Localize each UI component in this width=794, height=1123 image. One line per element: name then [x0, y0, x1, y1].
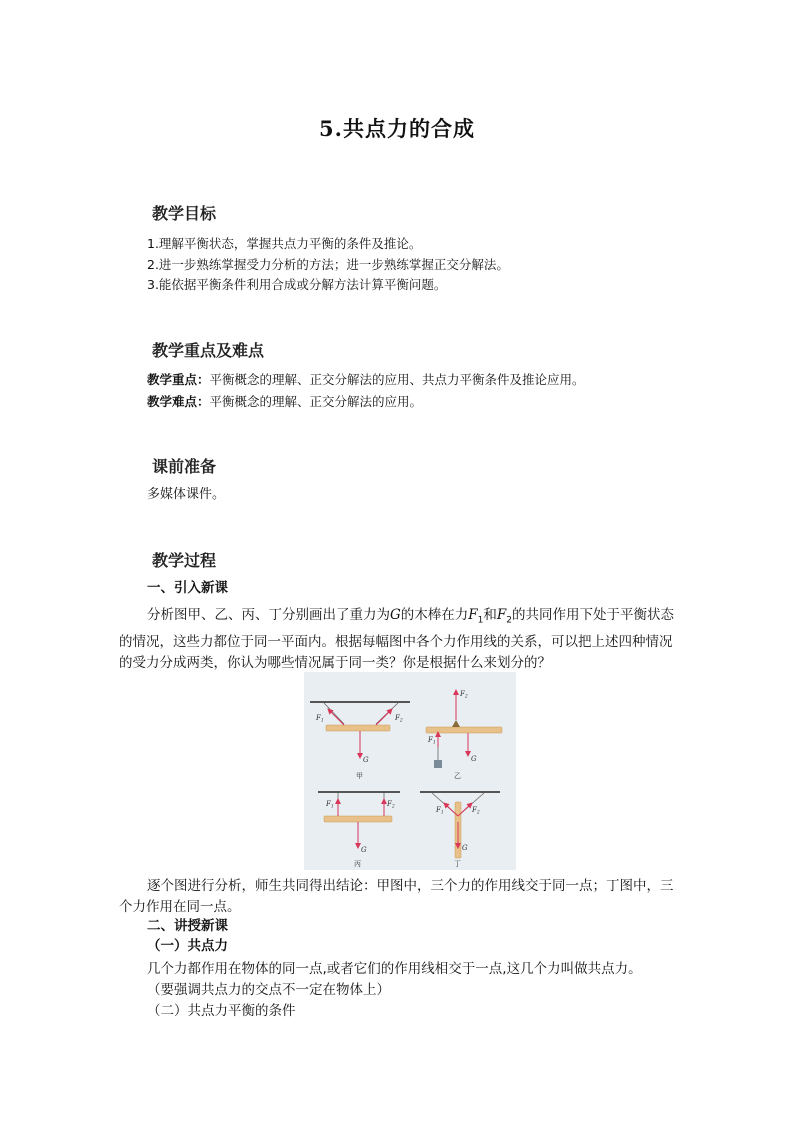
sub1-text: 几个力都作用在物体的同一点,或者它们的作用线相交于一点,这几个力叫做共点力。: [147, 961, 642, 977]
sub1-note: （要强调共点力的交点不一定在物体上）: [147, 982, 390, 998]
bing-label-f1: $F_1$: [326, 800, 334, 810]
yi-label-f2: $F_2$: [460, 690, 468, 700]
section-heading-key-points: 教学重点及难点: [152, 341, 265, 360]
jia-string-left: [324, 703, 344, 724]
objective-item-1: 1.理解平衡状态，掌握共点力平衡的条件及推论。: [147, 236, 422, 251]
var-f2: F: [496, 607, 507, 623]
key-focus-label: 教学重点：: [147, 372, 210, 387]
ding-caption: 丁: [454, 860, 461, 868]
jia-label-f1: $F_1$: [316, 714, 324, 724]
key-difficulty-text: 平衡概念的理解、正交分解法的应用。: [209, 394, 423, 409]
bing-caption: 丙: [354, 860, 361, 868]
diagram-bing: [318, 792, 400, 868]
jia-caption: 甲: [356, 772, 363, 780]
ding-label-f2: $F_2$: [472, 806, 480, 816]
sub2-heading: （二）共点力平衡的条件: [147, 1003, 296, 1019]
intro-paragraph: [119, 605, 674, 674]
ding-label-g: G: [462, 844, 468, 852]
intro-text-d: 的共同作用下处于平衡状态的情况，这些力都位于同一平面内。根据每幅图中各个力作用线的关系，可以把上述四种情况的受力分成两类，你认为哪些情况属于同一类？你是根据什么来划分的？: [119, 607, 675, 671]
force-diagram-figure: [304, 672, 516, 870]
diagram-yi: [426, 690, 502, 780]
section-heading-process: 教学过程: [152, 551, 217, 570]
key-difficulty-line: [147, 392, 422, 411]
sub-2: 2: [506, 615, 513, 626]
objective-item-3: 3.能依据平衡条件利用合成或分解方法计算平衡问题。: [147, 277, 447, 292]
jia-rod: [326, 725, 390, 731]
part2-heading: 二、讲授新课: [147, 918, 228, 934]
objective-item-2: 2.进一步熟练掌握受力分析的方法；进一步熟练掌握正交分解法。: [147, 257, 509, 272]
intro-text-a: 分析图甲、乙、丙、丁分别画出了重力为: [147, 607, 390, 623]
yi-weight: [434, 760, 442, 768]
jia-arrow-f2: [376, 709, 392, 725]
jia-arrow-f1: [328, 709, 344, 725]
yi-pivot: [452, 720, 460, 727]
key-focus-text: 平衡概念的理解、正交分解法的应用、共点力平衡条件及推论应用。: [209, 372, 585, 387]
jia-label-g: G: [363, 756, 369, 764]
conclusion-paragraph: 逐个图进行分析，师生共同得出结论：甲图中，三个力的作用线交于同一点；丁图中，三个力作用在同一点。: [119, 878, 674, 915]
bing-label-f2: $F_2$: [387, 800, 395, 810]
bing-label-g: G: [361, 846, 367, 854]
key-difficulty-label: 教学难点：: [147, 394, 210, 409]
bing-rod: [324, 816, 392, 822]
yi-label-g: G: [471, 755, 477, 763]
yi-rod: [426, 727, 502, 733]
yi-label-f1: $F_1$: [428, 736, 436, 746]
diagram-ding: [420, 792, 500, 868]
var-g: G: [390, 607, 401, 623]
section-heading-preparation: 课前准备: [152, 457, 217, 476]
jia-label-f2: $F_2$: [395, 714, 403, 724]
intro-text-b: 的木棒在力: [400, 607, 469, 623]
preparation-text: 多媒体课件。: [147, 487, 226, 502]
var-f1: F: [468, 607, 478, 623]
part1-heading: 一、引入新课: [147, 580, 228, 596]
ding-label-f1: $F_1$: [436, 806, 444, 816]
intro-text-c: 和: [483, 607, 497, 623]
page-title: 5.共点力的合成: [319, 116, 475, 141]
diagram-jia: [310, 702, 410, 780]
sub1-heading: （一）共点力: [147, 938, 228, 954]
section-heading-objectives: 教学目标: [152, 204, 217, 223]
yi-caption: 乙: [454, 772, 461, 780]
force-diagram-svg: [304, 672, 516, 870]
key-focus-line: [147, 370, 585, 389]
sub-1: 1: [477, 615, 484, 626]
